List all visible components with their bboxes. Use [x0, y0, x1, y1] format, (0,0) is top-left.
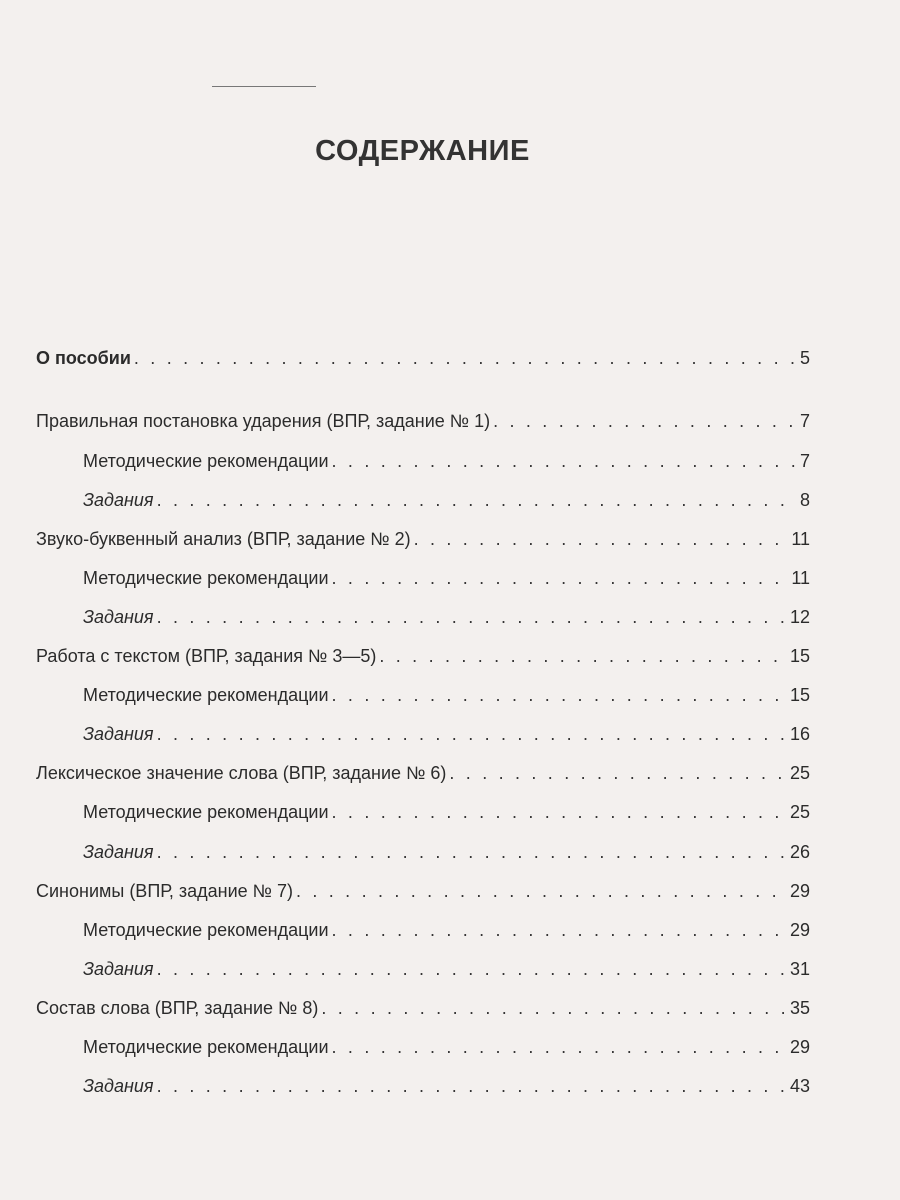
toc-entry-page: 7 — [799, 411, 810, 431]
toc-leader — [379, 644, 787, 668]
toc-leader — [134, 346, 797, 370]
toc-entry-label: Работа с текстом (ВПР, задания № 3—5) — [36, 646, 377, 666]
toc-entry-subsection[interactable] — [83, 957, 810, 981]
toc-entry-section[interactable] — [36, 409, 810, 433]
toc-entry-subsection[interactable] — [83, 566, 810, 590]
toc-leader — [321, 996, 787, 1020]
toc-entry-page: 26 — [789, 842, 810, 862]
toc-leader — [157, 488, 797, 512]
toc-entry-subsection[interactable] — [83, 488, 810, 512]
toc-leader — [157, 1074, 787, 1098]
toc-leader — [332, 1035, 787, 1059]
toc-entry-page: 16 — [789, 724, 810, 744]
toc-entry-subsection[interactable] — [83, 1074, 810, 1098]
page-title: СОДЕРЖАНИЕ — [315, 135, 530, 167]
toc-leader — [157, 605, 787, 629]
toc-entry-label: Синонимы (ВПР, задание № 7) — [36, 881, 293, 901]
toc-entry-about[interactable] — [36, 346, 810, 370]
toc-entry-label: Методические рекомендации — [83, 568, 329, 588]
toc-entry-subsection[interactable] — [83, 449, 810, 473]
toc-leader — [332, 683, 787, 707]
toc-leader — [449, 761, 787, 785]
toc-entry-subsection[interactable] — [83, 722, 810, 746]
toc-entry-page: 11 — [791, 529, 810, 549]
toc-entry-page: 43 — [789, 1076, 810, 1096]
toc-entry-label: Звуко-буквенный анализ (ВПР, задание № 2) — [36, 529, 411, 549]
toc-entry-subsection[interactable] — [83, 918, 810, 942]
toc-entry-label: Методические рекомендации — [83, 920, 329, 940]
top-rule — [212, 86, 316, 87]
toc-leader — [332, 800, 787, 824]
toc-entry-label: Задания — [83, 842, 154, 862]
toc-entry-label: Методические рекомендации — [83, 1037, 329, 1057]
toc-leader — [157, 840, 787, 864]
toc-leader — [414, 527, 789, 551]
toc-entry-page: 35 — [789, 998, 810, 1018]
toc-entry-label: Задания — [83, 607, 154, 627]
toc-entry-page: 5 — [799, 348, 810, 368]
toc-entry-label: Задания — [83, 1076, 154, 1096]
toc-entry-section[interactable] — [36, 879, 810, 903]
toc-leader — [332, 566, 789, 590]
toc-entry-label: Задания — [83, 490, 154, 510]
toc-entry-label: Методические рекомендации — [83, 685, 329, 705]
toc-entry-subsection[interactable] — [83, 605, 810, 629]
toc-entry-subsection[interactable] — [83, 1035, 810, 1059]
toc-entry-page: 25 — [789, 802, 810, 822]
toc-entry-label: Лексическое значение слова (ВПР, задание № 6) — [36, 763, 447, 783]
toc-entry-page: 8 — [799, 490, 810, 510]
toc-leader — [296, 879, 787, 903]
toc-entry-label: Правильная постановка ударения (ВПР, задание № 1) — [36, 411, 491, 431]
toc-entry-label: Методические рекомендации — [83, 802, 329, 822]
toc-leader — [332, 918, 787, 942]
toc-entry-section[interactable] — [36, 527, 810, 551]
toc-entry-page: 29 — [789, 1037, 810, 1057]
toc-entry-label: Задания — [83, 959, 154, 979]
toc-entry-page: 25 — [789, 763, 810, 783]
toc-entry-page: 15 — [789, 646, 810, 666]
toc-entry-page: 31 — [789, 959, 810, 979]
toc-leader — [157, 722, 787, 746]
toc-entry-subsection[interactable] — [83, 840, 810, 864]
toc-entry-page: 29 — [789, 881, 810, 901]
toc-entry-page: 15 — [789, 685, 810, 705]
toc-entry-page: 11 — [791, 568, 810, 588]
toc-entry-label: Методические рекомендации — [83, 451, 329, 471]
toc-entry-subsection[interactable] — [83, 800, 810, 824]
toc-entry-subsection[interactable] — [83, 683, 810, 707]
toc-entry-section[interactable] — [36, 996, 810, 1020]
toc-entry-label: Задания — [83, 724, 154, 744]
toc-entry-section[interactable] — [36, 644, 810, 668]
toc-leader — [493, 409, 797, 433]
toc-entry-page: 29 — [789, 920, 810, 940]
toc-entry-section[interactable] — [36, 761, 810, 785]
toc-entry-label: О пособии — [36, 348, 131, 368]
toc-leader — [332, 449, 797, 473]
toc-entry-label: Состав слова (ВПР, задание № 8) — [36, 998, 319, 1018]
toc-leader — [157, 957, 787, 981]
toc-entry-page: 7 — [799, 451, 810, 471]
toc-entry-page: 12 — [789, 607, 810, 627]
